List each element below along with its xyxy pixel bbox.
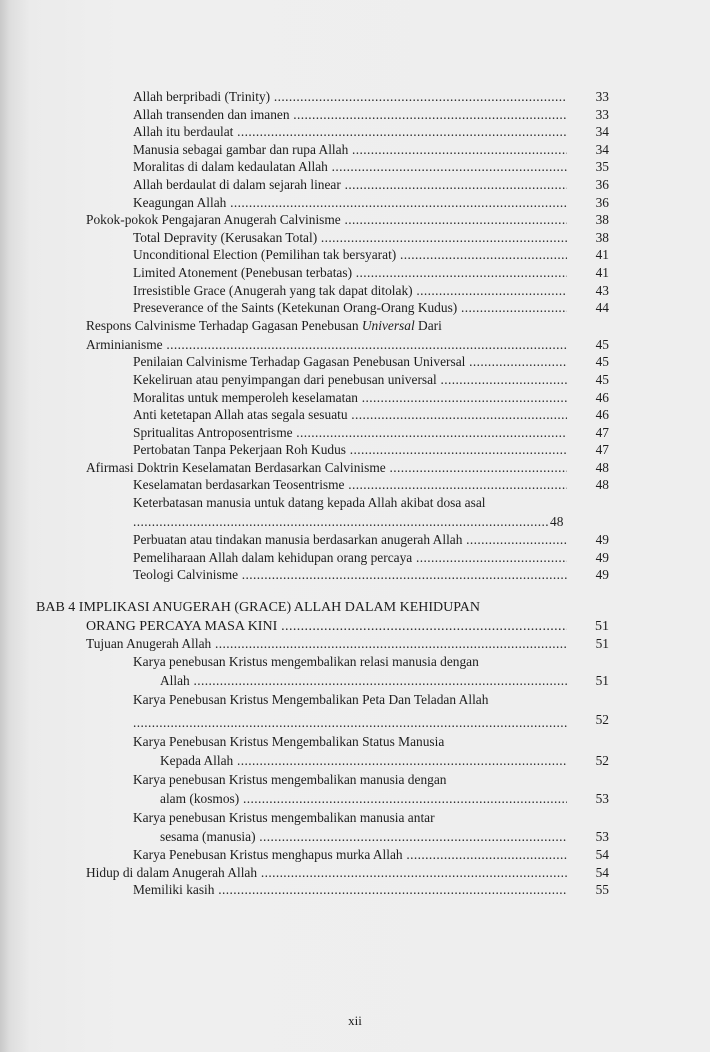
toc-entry-title: Perbuatan atau tindakan manusia berdasarkan anugerah Allah ..... [133,531,567,549]
toc-entry[interactable] [0,299,710,317]
toc-section-entry[interactable] [0,211,710,229]
toc-entry-title: Moralitas untuk memperoleh keselamatan ..... [133,389,567,407]
toc-entry-page: 51 [595,618,609,634]
toc-entry-page: 49 [595,549,609,565]
toc-entry-page: 52 [595,753,609,769]
toc-entry[interactable] [0,246,710,264]
toc-entry-page: 33 [595,106,609,122]
toc-entry-page: 44 [595,300,609,316]
toc-entry-title: Moralitas di dalam kedaulatan Allah ..... [133,158,567,176]
toc-section-title: Tujuan Anugerah Allah ..... [86,635,567,653]
toc-entry[interactable] [0,771,710,790]
toc-entry-title: Irresistible Grace (Anugerah yang tak dapat ditolak) ..... [133,282,567,300]
page-folio: xii [348,1013,362,1028]
toc-entry-page: 47 [595,442,609,458]
toc-section-entry[interactable] [0,635,710,653]
toc-entry-title: Pertobatan Tanpa Pekerjaan Roh Kudus ..... [133,441,567,459]
toc-entry-page: 48 [550,514,564,530]
toc-entry-title: Teologi Calvinisme ..... [133,566,567,584]
toc-entry-cont[interactable] [0,710,710,733]
toc-chapter-entry-cont[interactable] [0,618,710,636]
toc-entry-title-line2: alam (kosmos) ..... [160,790,567,808]
toc-entry[interactable] [0,653,710,672]
toc-chapter-entry[interactable] [0,598,710,618]
toc-entry[interactable] [0,123,710,141]
toc-entry-title-line1: Karya penebusan Kristus mengembalikan relasi manusia dengan [133,654,479,670]
toc-entry-title-line2: Allah ..... [160,672,567,690]
toc-entry-page: 33 [595,89,609,104]
toc-entry[interactable] [0,441,710,459]
toc-section-title: Hidup di dalam Anugerah Allah ..... [86,864,567,882]
toc-entry-title: Unconditional Election (Pemilihan tak bersyarat) ..... [133,246,567,264]
toc-entry-cont[interactable] [0,672,710,691]
toc-entry-title: Allah transenden dan imanen ..... [133,106,567,124]
toc-entry-title-line1: Karya penebusan Kristus mengembalikan manusia antar [133,810,435,826]
toc-entry-title: Memiliki kasih ..... [133,881,567,899]
toc-entry-title: Pemeliharaan Allah dalam kehidupan orang percaya ..... [133,549,567,567]
toc-entry-page: 52 [595,712,609,728]
toc-entry-page: 41 [595,264,609,280]
toc-entry[interactable] [0,371,710,389]
toc-entry-page: 36 [595,194,609,210]
toc-entry-title-line2: sesama (manusia) ..... [160,828,567,846]
toc-entry-page: 45 [595,371,609,387]
toc-entry-leader-line[interactable] [0,513,710,531]
toc-entry-title: Anti ketetapan Allah atas segala sesuatu ..... [133,406,567,424]
toc-entry-page: 49 [595,532,609,548]
toc-entry-title: Keterbatasan manusia untuk datang kepada Allah akibat dosa asal [133,495,486,511]
toc-entry-title: Total Depravity (Kerusakan Total) ..... [133,229,567,247]
toc-section-entry[interactable] [0,864,710,882]
toc-entry-page: 46 [595,389,609,405]
toc-entry[interactable] [0,549,710,567]
toc-entry[interactable] [0,282,710,300]
toc-entry[interactable] [0,566,710,584]
toc-section-title: Afirmasi Doktrin Keselamatan Berdasarkan Calvinisme ..... [86,459,567,477]
chapter-title-line2: ORANG PERCAYA MASA KINI ..... [86,618,567,636]
toc-entry[interactable] [0,846,710,864]
toc-entry-page: 55 [595,882,609,898]
toc-section-entry[interactable] [0,459,710,477]
toc-entry[interactable] [0,194,710,212]
toc-entry-title: Allah itu berdaulat ..... [133,123,567,141]
toc-entry-page: 47 [595,424,609,440]
toc-section-title: Pokok-pokok Pengajaran Anugerah Calvinisme ..... [86,211,567,229]
toc-entry-page: 36 [595,176,609,192]
toc-entry[interactable] [0,229,710,247]
toc-entry-title: Allah berdaulat di dalam sejarah linear ..... [133,176,567,194]
toc-entry-title-line1: Karya penebusan Kristus mengembalikan manusia dengan [133,772,447,788]
toc-entry-page: 53 [595,829,609,845]
toc-section-title-line2: Arminianisme ..... [86,334,567,355]
toc-entry[interactable] [0,881,710,899]
toc-entry-page: 45 [595,354,609,370]
toc-entry[interactable] [0,809,710,828]
toc-entry-title-line1: Karya Penebusan Kristus Mengembalikan Peta Dan Teladan Allah [133,692,489,708]
toc-entry-title: Keagungan Allah ..... [133,194,567,212]
toc-entry-page: 43 [595,282,609,298]
dot-leader [133,513,548,531]
toc-entry[interactable] [0,691,710,710]
toc-entry-cont[interactable] [0,790,710,809]
toc-entry[interactable] [0,733,710,752]
toc-section-entry[interactable] [0,317,710,335]
toc-entry-page: 38 [595,212,609,228]
toc-entry-page: 48 [595,477,609,493]
toc-entry[interactable] [0,406,710,424]
toc-entry-page: 34 [595,124,609,140]
toc-entry-title: Keselamatan berdasarkan Teosentrisme ..... [133,476,567,494]
toc-entry[interactable] [0,476,710,494]
toc-section-entry-cont[interactable] [0,334,710,353]
toc-entry-page: 51 [595,673,609,689]
toc-entry-page: 34 [595,141,609,157]
toc-entry-title-line1: Karya Penebusan Kristus Mengembalikan Status Manusia [133,734,445,750]
toc-entry-page: 45 [595,337,609,353]
toc-entry-title: Preseverance of the Saints (Ketekunan Orang-Orang Kudus) ..... [133,299,567,317]
toc-entry[interactable] [0,176,710,194]
toc-entry-page: 54 [595,864,609,880]
toc-entry-title: Manusia sebagai gambar dan rupa Allah ..... [133,141,567,159]
toc-entry-page: 51 [595,636,609,652]
toc-entry-cont[interactable] [0,752,710,771]
toc-section-title-line1: Respons Calvinisme Terhadap Gagasan Penebusan Universal Dari [86,317,442,333]
toc-entry[interactable] [0,264,710,282]
toc-entry-page: 49 [595,567,609,583]
toc-entry-page: 48 [595,459,609,475]
toc-entry-title: Penilaian Calvinisme Terhadap Gagasan Penebusan Universal ..... [133,353,567,371]
toc-entry-page: 35 [595,159,609,175]
toc-entry-page: 38 [595,229,609,245]
toc-entry-page: 41 [595,247,609,263]
toc-entry-page: 54 [595,847,609,863]
toc-entry[interactable] [0,158,710,176]
italic-term: Universal [361,317,415,333]
toc-entry-title: Allah berpribadi (Trinity) ..... [133,88,567,106]
toc-entry[interactable] [0,424,710,442]
toc-entry-title-line2: Kepada Allah ..... [160,752,567,770]
toc-entry-title: Spritualitas Antroposentrisme ..... [133,424,567,442]
toc-entry-page: 53 [595,791,609,807]
toc-entry-page: 46 [595,407,609,423]
toc-entry[interactable] [0,88,710,106]
toc-entry-title: Karya Penebusan Kristus menghapus murka Allah ..... [133,846,567,864]
toc-entry-title: Limited Atonement (Penebusan terbatas) ..... [133,264,567,282]
toc-entry-title: Kekeliruan atau penyimpangan dari penebusan universal ..... [133,371,567,389]
toc-entry-cont[interactable] [0,828,710,846]
toc-entry[interactable] [0,353,710,371]
toc-entry[interactable] [0,106,710,124]
toc-entry[interactable] [0,494,710,513]
toc-entry[interactable] [0,531,710,549]
toc-entry[interactable] [0,389,710,407]
chapter-title-line1: BAB 4 IMPLIKASI ANUGERAH (GRACE) ALLAH DALAM KEHIDUPAN [36,599,480,615]
toc-entry[interactable] [0,141,710,159]
table-of-contents [0,88,710,899]
